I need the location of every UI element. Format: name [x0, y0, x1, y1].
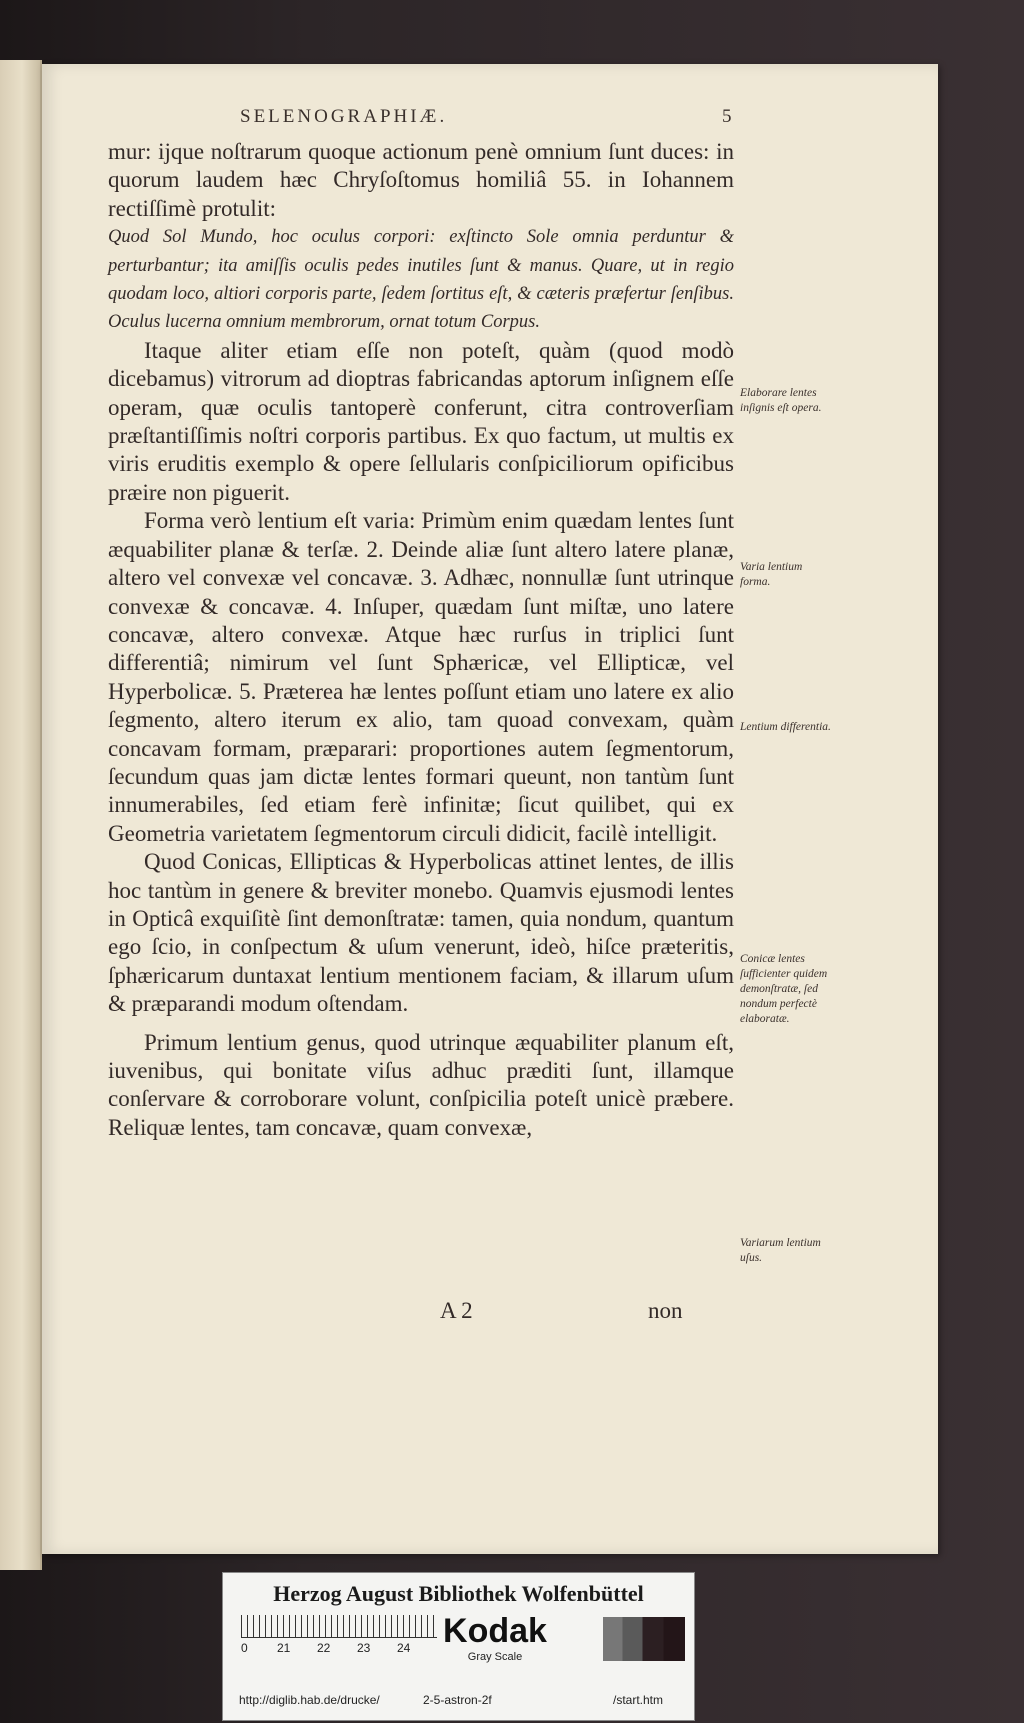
paragraph: Itaque aliter etiam eſſe non poteſt, quàm (quod modò dicebamus) vitrorum ad dioptras fabricandas aptorum inſignem eſſe operam, quæ oculis tantoperè conferunt, citra controverſiam præſtantiſſimis noſtri corporis partibus. Ex quo factum, ut multis ex viris eruditis exemplo & opere ſellularis conſpiciliorum opificibus præire non piguerit.: [108, 337, 734, 505]
ruler-label: 21: [277, 1641, 291, 1655]
paragraph: Primum lentium genus, quod utrinque æquabiliter planum eſt, iuvenibus, qui bonitate viſus adhuc præditi ſunt, illamque conſervare & corroborare volunt, conſpicilia poteſt unicè præbere. Reliquæ lentes, tam concavæ, quam convexæ,: [108, 1029, 734, 1140]
catchword: non: [648, 1298, 683, 1323]
signature-mark: A 2: [440, 1298, 473, 1323]
marginal-note: Varia lentium forma.: [740, 561, 803, 588]
url-left: http://diglib.hab.de/drucke/: [239, 1693, 380, 1707]
color-target-card: [222, 1572, 695, 1721]
paragraph: Quod Conicas, Ellipticas & Hyperbolicas attinet lentes, de illis hoc tantùm in genere & breviter monebo. Quamvis ejusmodi lentes in Opticâ exquiſitè ſint demonſtratæ: tamen, quia nondum, quantum ego ſcio, in conſpectum & uſum venerunt, ideò, hiſce præteritis, ſphæricarum duntaxat lentium mentionem faciam, & illarum uſum & præparandi modum oſtendam.: [108, 849, 734, 1017]
marginal-note: Lentium differentia.: [740, 721, 831, 733]
kodak-logo: Kodak: [443, 1612, 547, 1650]
ruler-labels: [239, 1641, 459, 1657]
url-right: /start.htm: [613, 1693, 664, 1707]
ruler-label: 22: [317, 1641, 331, 1655]
marginal-note: Variarum lentium uſus.: [740, 1237, 821, 1264]
ruler-label: 24: [397, 1641, 411, 1655]
previous-page-edge: [0, 60, 42, 1570]
library-name: Herzog August Bibliothek Wolfenbüttel: [273, 1581, 644, 1606]
url-mid: 2-5-astron-2f: [423, 1693, 492, 1707]
paragraph: mur: ijque noſtrarum quoque actionum penè omnium ſunt duces: in quorum laudem hæc Chryſoſtomus homiliâ 55. in Iohannem rectiſſimè protulit:: [108, 139, 734, 221]
running-head: SELENOGRAPHIÆ.: [240, 106, 448, 127]
ruler-label: 23: [357, 1641, 371, 1655]
marginal-note: Conicæ lentes ſufficienter quidem demonſtratæ, ſed nondum perfectè elaboratæ.: [740, 953, 828, 1025]
page-number: 5: [722, 106, 732, 127]
gray-scale-patches: [603, 1617, 685, 1661]
body-text: [108, 138, 734, 1142]
paragraph: Forma verò lentium eſt varia: Primùm enim quædam lentes ſunt æquabiliter planæ & terſæ. 2. Deinde aliæ ſunt altero latere planæ, altero vel convexæ vel concavæ. 3. Adhæc, nonnullæ ſunt utrinque convexæ & concavæ. 4. Inſuper, quædam ſunt miſtæ, uno latere concavæ, altero convexæ. Atque hæc rurſus in triplici ſunt differentiâ; nimirum vel ſunt Sphæricæ, vel Ellipticæ, vel Hyperbolicæ. 5. Præterea hæ lentes poſſunt etiam uno latere ex alio ſegmento, altero iterum ex alio, tam quoad convexam, quàm concavam formam, præparari: proportiones autem ſegmentorum, ſecundum quas jam dictæ lentes formari queunt, non tantùm ſunt innumerabiles, ſed etiam ferè infinitæ; ſicut quilibet, qui ex Geometria varietatem ſegmentorum circuli didicit, facilè intelligit.: [108, 508, 734, 846]
quotation: Quod Sol Mundo, hoc oculus corpori: exſtincto Sole omnia perduntur & perturbantur; ita amiſſis oculis pedes inutiles ſunt & manus. Quare, ut in regio quodam loco, altiori corporis parte, ſedem ſortitus eſt, & cæteris præfertur ſenſibus. Oculus lucerna omnium membrorum, ornat totum Corpus.: [108, 227, 734, 333]
ruler-scale: [241, 1615, 437, 1638]
marginal-note: Elaborare lentes inſignis eſt opera.: [740, 387, 822, 414]
gray-scale-label: Gray Scale: [467, 1651, 523, 1663]
ruler-label: 0: [241, 1641, 248, 1655]
